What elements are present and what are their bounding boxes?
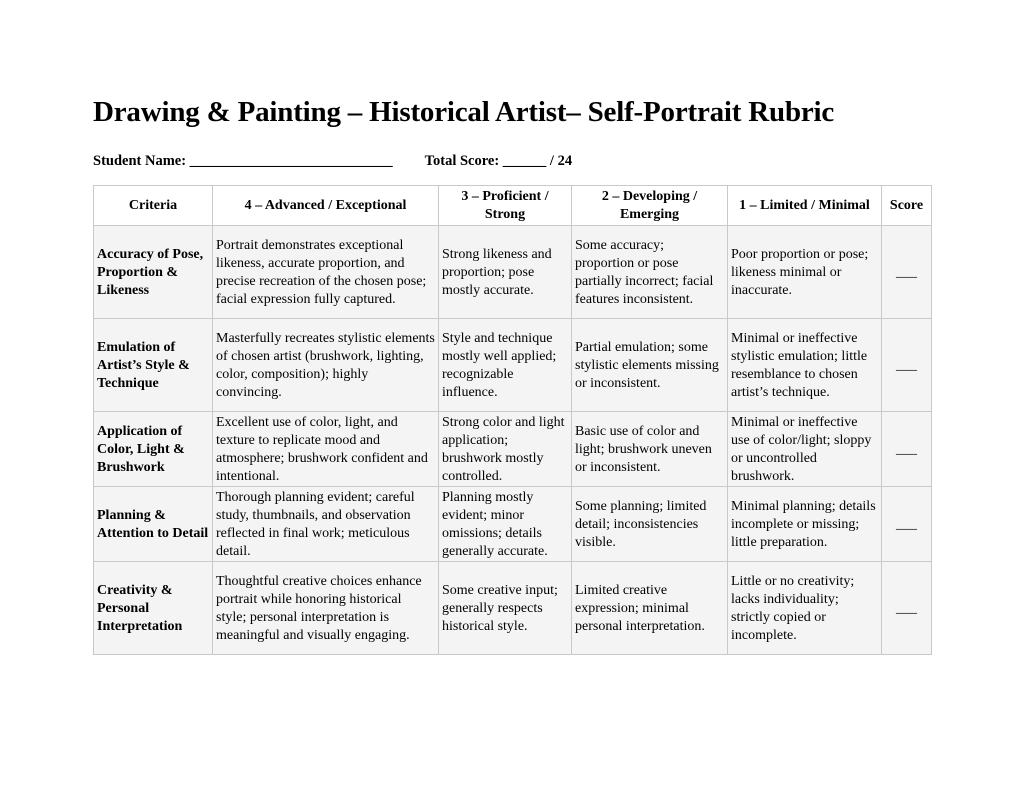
level-4-cell: Masterfully recreates stylistic elements of chosen artist (brushwork, lighting, color, composition); highly convincing.: [213, 319, 439, 412]
document-title: Drawing & Painting – Historical Artist– Self-Portrait Rubric: [93, 96, 835, 128]
score-blank: ___: [882, 487, 932, 562]
score-blank: ___: [882, 562, 932, 655]
header-criteria: Criteria: [94, 186, 213, 226]
level-3-cell: Some creative input; generally respects historical style.: [439, 562, 572, 655]
score-blank: ___: [882, 412, 932, 487]
table-header-row: [94, 186, 932, 226]
level-1-cell: Poor proportion or pose; likeness minimal or inaccurate.: [728, 226, 882, 319]
level-1-cell: Little or no creativity; lacks individuality; strictly copied or incomplete.: [728, 562, 882, 655]
level-2-cell: Limited creative expression; minimal personal interpretation.: [572, 562, 728, 655]
score-blank: ___: [882, 226, 932, 319]
level-3-cell: Planning mostly evident; minor omissions; details generally accurate.: [439, 487, 572, 562]
level-1-cell: Minimal or ineffective stylistic emulation; little resemblance to chosen artist’s technique.: [728, 319, 882, 412]
level-1-cell: Minimal planning; details incomplete or missing; little preparation.: [728, 487, 882, 562]
student-info-line: [93, 151, 933, 171]
table-row: [94, 487, 932, 562]
total-score-field: Total Score: ______ / 24: [424, 153, 573, 169]
level-4-cell: Thorough planning evident; careful study, thumbnails, and observation reflected in final work; meticulous detail.: [213, 487, 439, 562]
level-2-cell: Partial emulation; some stylistic elements missing or inconsistent.: [572, 319, 728, 412]
table-row: [94, 562, 932, 655]
level-3-cell: Style and technique mostly well applied; recognizable influence.: [439, 319, 572, 412]
rubric-page: [93, 92, 933, 643]
criterion-cell: Planning & Attention to Detail: [94, 487, 213, 562]
level-4-cell: Thoughtful creative choices enhance portrait while honoring historical style; personal interpretation is meaningful and visually engaging.: [213, 562, 439, 655]
level-4-cell: Excellent use of color, light, and texture to replicate mood and atmosphere; brushwork confident and intentional.: [213, 412, 439, 487]
table-row: [94, 226, 932, 319]
student-name-field: Student Name: ____________________________: [93, 153, 393, 169]
level-2-cell: Basic use of color and light; brushwork uneven or inconsistent.: [572, 412, 728, 487]
header-level-1: 1 – Limited / Minimal: [728, 186, 882, 226]
header-level-2: 2 – Developing / Emerging: [572, 186, 728, 226]
criterion-cell: Creativity & Personal Interpretation: [94, 562, 213, 655]
level-2-cell: Some accuracy; proportion or pose partially incorrect; facial features inconsistent.: [572, 226, 728, 319]
header-level-4: 4 – Advanced / Exceptional: [213, 186, 439, 226]
level-2-cell: Some planning; limited detail; inconsistencies visible.: [572, 487, 728, 562]
table-row: [94, 319, 932, 412]
table-row: [94, 412, 932, 487]
level-3-cell: Strong color and light application; brushwork mostly controlled.: [439, 412, 572, 487]
criterion-cell: Emulation of Artist’s Style & Technique: [94, 319, 213, 412]
rubric-table: [93, 185, 932, 655]
header-level-3: 3 – Proficient / Strong: [439, 186, 572, 226]
level-3-cell: Strong likeness and proportion; pose mostly accurate.: [439, 226, 572, 319]
level-1-cell: Minimal or ineffective use of color/light; sloppy or uncontrolled brushwork.: [728, 412, 882, 487]
score-blank: ___: [882, 319, 932, 412]
level-4-cell: Portrait demonstrates exceptional likeness, accurate proportion, and precise recreation of the chosen pose; facial expression fully captured.: [213, 226, 439, 319]
criterion-cell: Application of Color, Light & Brushwork: [94, 412, 213, 487]
criterion-cell: Accuracy of Pose, Proportion & Likeness: [94, 226, 213, 319]
header-score: Score: [882, 186, 932, 226]
